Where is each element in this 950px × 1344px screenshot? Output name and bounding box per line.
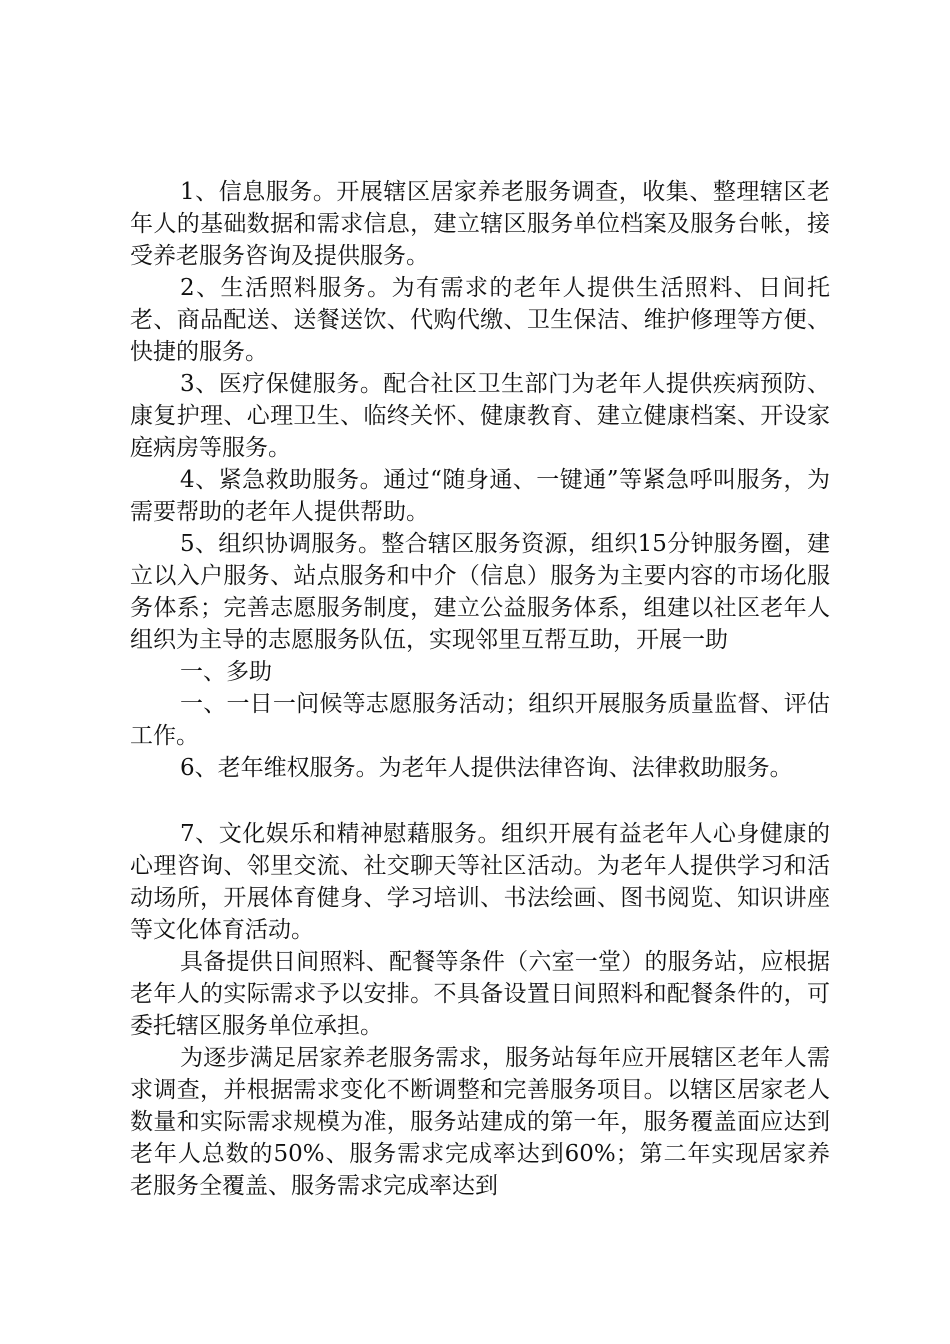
paragraph-information-service: 1、信息服务。开展辖区居家养老服务调查，收集、整理辖区老年人的基础数据和需求信息，建立辖区服务单位档案及服务台帐，接受养老服务咨询及提供服务。 bbox=[130, 179, 830, 269]
paragraph-rights-service: 6、老年维权服务。为老年人提供法律咨询、法律救助服务。 bbox=[180, 755, 793, 781]
paragraph-daily-care-service: 2、生活照料服务。为有需求的老年人提供生活照料、日间托老、商品配送、送餐送饮、代购代缴、卫生保洁、维护修理等方便、快捷的服务。 bbox=[130, 275, 830, 365]
paragraph-coordination-service: 5、组织协调服务。整合辖区服务资源，组织15分钟服务圈，建立以入户服务、站点服务和中介（信息）服务为主要内容的市场化服务体系；完善志愿服务制度，建立公益服务体系，组建以社区老年人组织为主导的志愿服务队伍，实现邻里互帮互助，开展一助 bbox=[130, 531, 830, 653]
paragraph-gap bbox=[130, 784, 830, 818]
paragraph-medical-care-service: 3、医疗保健服务。配合社区卫生部门为老年人提供疾病预防、康复护理、心理卫生、临终关怀、健康教育、建立健康档案、开设家庭病房等服务。 bbox=[130, 371, 830, 461]
paragraph-culture-service: 7、文化娱乐和精神慰藉服务。组织开展有益老年人心身健康的心理咨询、邻里交流、社交聊天等社区活动。为老年人提供学习和活动场所，开展体育健身、学习培训、书法绘画、图书阅览、知识讲座等文化体育活动。 bbox=[130, 821, 830, 943]
paragraph-service-targets: 为逐步满足居家养老服务需求，服务站每年应开展辖区老年人需求调查，并根据需求变化不断调整和完善服务项目。以辖区居家老人数量和实际需求规模为准，服务站建成的第一年，服务覆盖面应达到老年人总数的50%、服务需求完成率达到60%；第二年实现居家养老服务全覆盖、服务需求完成率达到 bbox=[130, 1045, 830, 1199]
paragraph-volunteer-activity: 一、一日一问候等志愿服务活动；组织开展服务质量监督、评估工作。 bbox=[130, 691, 830, 749]
paragraph-multi-help: 一、多助 bbox=[180, 659, 272, 685]
paragraph-emergency-service: 4、紧急救助服务。通过“随身通、一键通”等紧急呼叫服务，为需要帮助的老年人提供帮助。 bbox=[130, 467, 830, 525]
paragraph-day-care-conditions: 具备提供日间照料、配餐等条件（六室一堂）的服务站，应根据老年人的实际需求予以安排。不具备设置日间照料和配餐条件的，可委托辖区服务单位承担。 bbox=[130, 949, 830, 1039]
document-body bbox=[130, 176, 830, 1202]
